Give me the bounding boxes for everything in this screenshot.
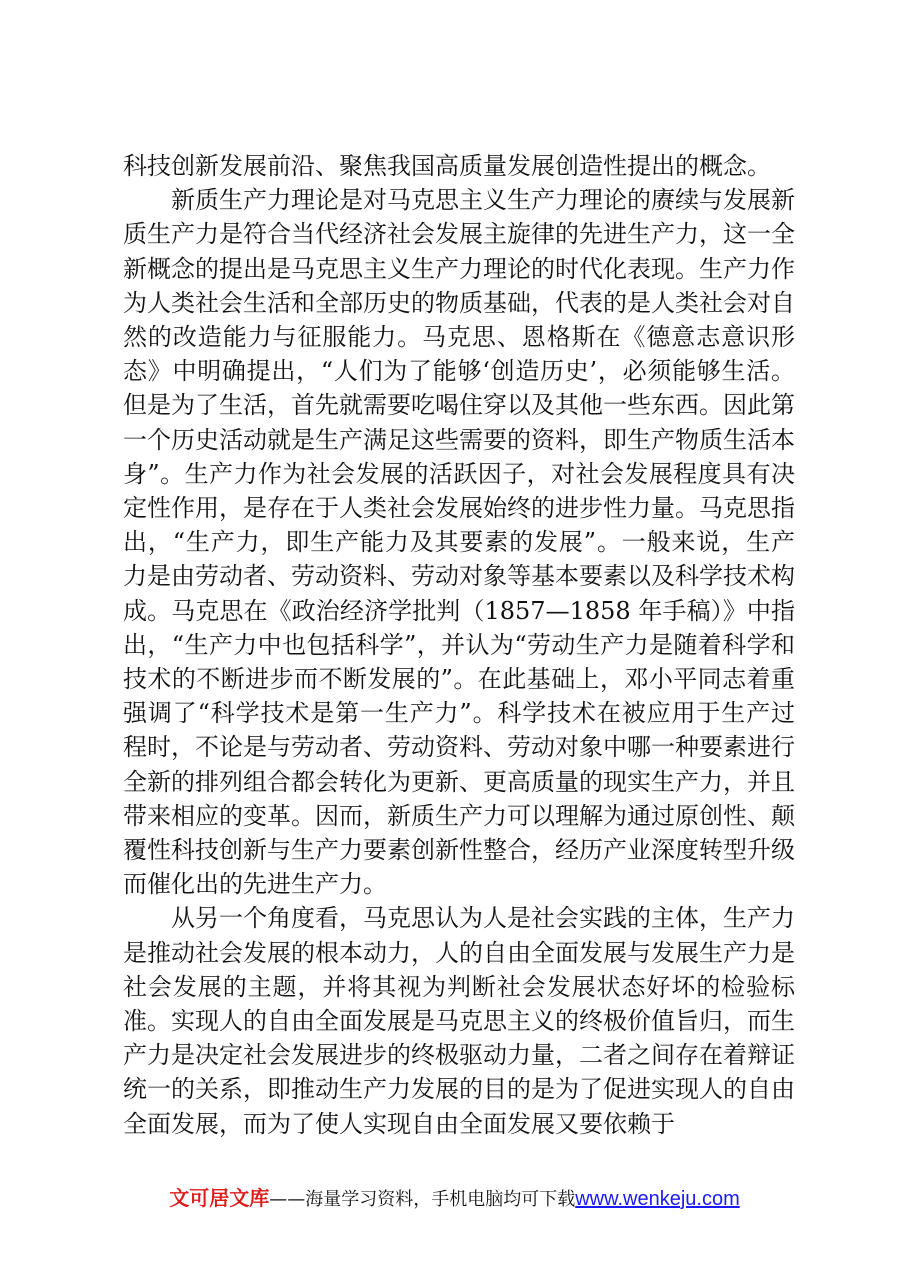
paragraph-continued: 科技创新发展前沿、聚焦我国高质量发展创造性提出的概念。 bbox=[123, 152, 771, 180]
paragraph-productivity-theory: 新质生产力理论是对马克思主义生产力理论的赓续与发展新质生产力是符合当代经济社会发展主旋律的先进生产力，这一全新概念的提出是马克思主义生产力理论的时代化表现。生产力作为人类社会生活和全部历史的物质基础，代表的是人类社会对自然的改造能力与征服能力。马克思、恩格斯在《德意志意识形态》中明确提出，“人们为了能够‘创造历史’，必须能够生活。但是为了生活，首先就需要吃喝住穿以及其他一些东西。因此第一个历史活动就是生产满足这些需要的资料，即生产物质生活本身”。生产力作为社会发展的活跃因子，对社会发展程度具有决定性作用，是存在于人类社会发展始终的进步性力量。马克思指出，“生产力，即生产能力及其要素的发展”。一般来说，生产力是由劳动者、劳动资料、劳动对象等基本要素以及科学技术构成。马克思在《政治经济学批判（1857—1858 年手稿）》中指出，“生产力中也包括科学”，并认为“劳动生产力是随着科学和技术的不断进步而不断发展的”。在此基础上，邓小平同志着重强调了“科学技术是第一生产力”。科学技术在被应用于生产过程时，不论是与劳动者、劳动资料、劳动对象中哪一种要素进行全新的排列组合都会转化为更新、更高质量的现实生产力，并且带来相应的变革。因而，新质生产力可以理解为通过原创性、颠覆性科技创新与生产力要素创新性整合，经历产业深度转型升级而催化出的先进生产力。 bbox=[123, 186, 795, 899]
paragraph-another-perspective: 从另一个角度看，马克思认为人是社会实践的主体，生产力是推动社会发展的根本动力，人的自由全面发展与发展生产力是社会发展的主题，并将其视为判断社会发展状态好坏的检验标准。实现人的自由全面发展是马克思主义的终极价值旨归，而生产力是决定社会发展进步的终极驱动力量，二者之间存在着辩证统一的关系，即推动生产力发展的目的是为了促进实现人的自由全面发展，而为了使人实现自由全面发展又要依赖于 bbox=[123, 904, 795, 1138]
footer-website-link[interactable]: www.wenkeju.com bbox=[575, 1188, 740, 1210]
footer-tagline: ——海量学习资料，手机电脑均可下载 bbox=[269, 1189, 576, 1210]
footer-brand-name: 文可居文库 bbox=[169, 1186, 270, 1210]
footer-banner bbox=[0, 1182, 909, 1211]
document-body bbox=[123, 149, 795, 1141]
